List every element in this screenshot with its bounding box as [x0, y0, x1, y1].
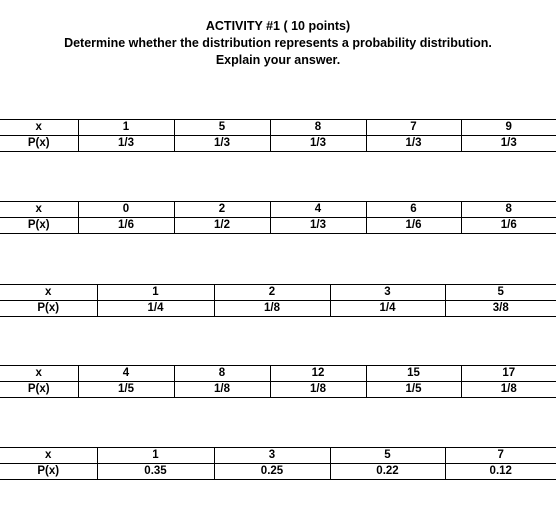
x-value: 2: [174, 202, 270, 218]
x-label: x: [0, 285, 97, 301]
p-label: P(x): [0, 301, 97, 317]
x-value: 2: [214, 285, 330, 301]
x-value: 9: [461, 120, 556, 136]
x-value: 3: [214, 448, 330, 464]
activity-title: ACTIVITY #1 ( 10 points): [205, 19, 351, 33]
x-value: 12: [270, 366, 366, 382]
p-value: 0.22: [330, 464, 445, 480]
distribution-table-1: [0, 119, 556, 152]
x-value: 4: [78, 366, 174, 382]
x-value: 1: [78, 120, 174, 136]
table-row-x: [0, 120, 556, 136]
p-value: 1/5: [366, 382, 461, 398]
x-label: x: [0, 120, 78, 136]
p-value: 1/3: [270, 136, 366, 152]
p-value: 1/8: [214, 301, 330, 317]
x-value: 0: [78, 202, 174, 218]
p-label: P(x): [0, 136, 78, 152]
table-row-p: [0, 464, 556, 480]
p-value: 1/3: [366, 136, 461, 152]
p-value: 0.25: [214, 464, 330, 480]
x-label: x: [0, 448, 97, 464]
x-value: 1: [97, 448, 214, 464]
x-label: x: [0, 202, 78, 218]
p-value: 1/8: [270, 382, 366, 398]
p-value: 1/3: [78, 136, 174, 152]
x-value: 5: [330, 448, 445, 464]
p-label: P(x): [0, 382, 78, 398]
p-label: P(x): [0, 218, 78, 234]
p-value: 0.12: [445, 464, 556, 480]
p-value: 1/3: [461, 136, 556, 152]
p-value: 1/6: [366, 218, 461, 234]
distribution-table-4: [0, 365, 556, 398]
p-value: 3/8: [445, 301, 556, 317]
table-row-x: [0, 285, 556, 301]
x-value: 6: [366, 202, 461, 218]
table-row-x: [0, 366, 556, 382]
p-value: 1/5: [78, 382, 174, 398]
x-value: 17: [461, 366, 556, 382]
p-value: 1/8: [174, 382, 270, 398]
p-value: 1/4: [330, 301, 445, 317]
distribution-table-2: [0, 201, 556, 234]
x-value: 5: [445, 285, 556, 301]
x-value: 4: [270, 202, 366, 218]
x-value: 15: [366, 366, 461, 382]
p-value: 1/4: [97, 301, 214, 317]
x-value: 8: [461, 202, 556, 218]
x-value: 8: [270, 120, 366, 136]
activity-instruction-explain: Explain your answer.: [215, 53, 341, 67]
p-value: 1/8: [461, 382, 556, 398]
distribution-table-3: [0, 284, 556, 317]
x-value: 7: [366, 120, 461, 136]
x-value: 1: [97, 285, 214, 301]
x-value: 8: [174, 366, 270, 382]
x-value: 5: [174, 120, 270, 136]
activity-instruction: Determine whether the distribution represents a probability distribution.: [64, 36, 492, 50]
activity-header: [0, 18, 556, 69]
distribution-table-5: [0, 447, 556, 480]
p-value: 1/6: [78, 218, 174, 234]
table-row-p: [0, 382, 556, 398]
table-row-p: [0, 218, 556, 234]
p-value: 1/3: [270, 218, 366, 234]
x-label: x: [0, 366, 78, 382]
p-value: 0.35: [97, 464, 214, 480]
x-value: 3: [330, 285, 445, 301]
p-label: P(x): [0, 464, 97, 480]
p-value: 1/6: [461, 218, 556, 234]
p-value: 1/2: [174, 218, 270, 234]
x-value: 7: [445, 448, 556, 464]
table-row-x: [0, 202, 556, 218]
table-row-x: [0, 448, 556, 464]
table-row-p: [0, 136, 556, 152]
p-value: 1/3: [174, 136, 270, 152]
table-row-p: [0, 301, 556, 317]
